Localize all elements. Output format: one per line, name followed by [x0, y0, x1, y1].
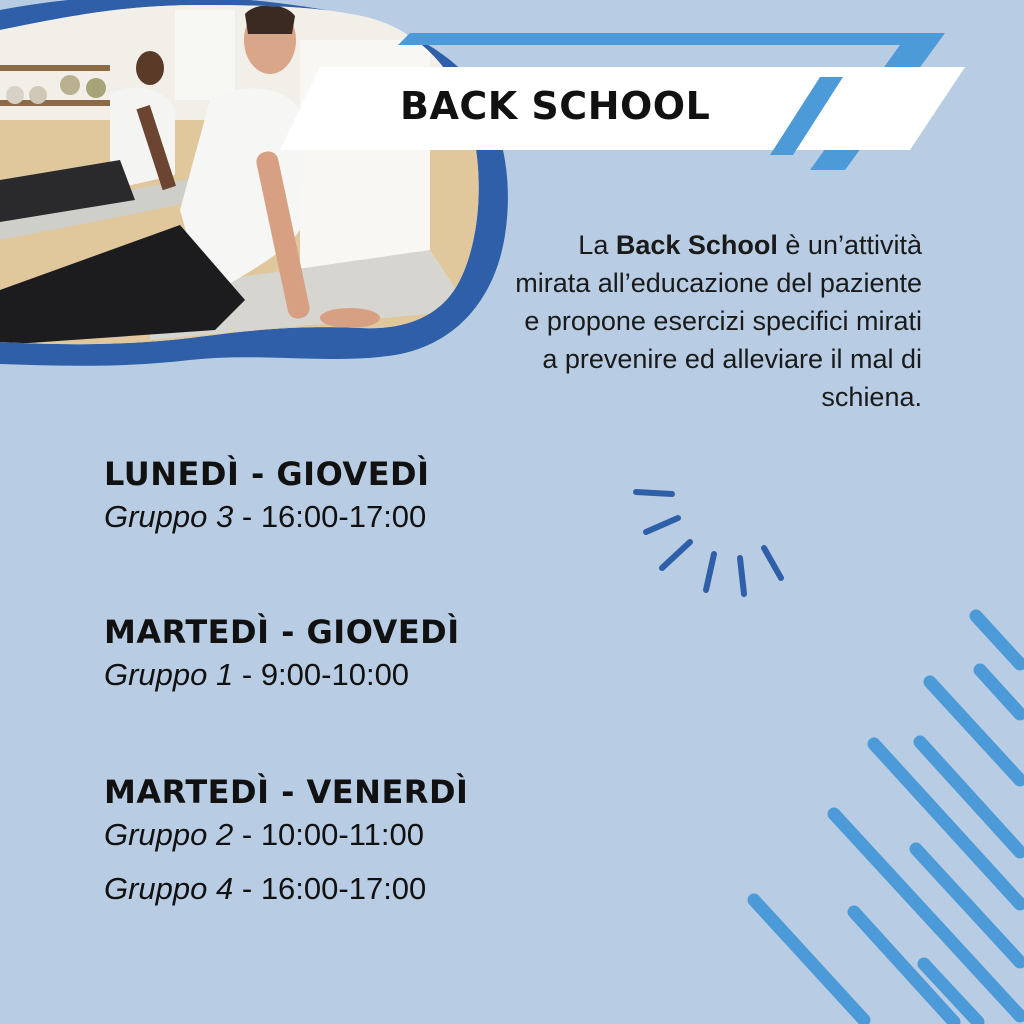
- schedule-session: [104, 866, 468, 912]
- session-group: Gruppo 1: [104, 657, 234, 692]
- session-time: - 10:00-11:00: [233, 817, 424, 852]
- page-title: BACK SCHOOL: [400, 84, 711, 128]
- burst-decoration: [626, 482, 796, 602]
- description-bold: Back School: [615, 230, 778, 260]
- session-time: - 16:00-17:00: [233, 871, 427, 906]
- description-lead: La: [578, 230, 616, 260]
- schedule-session: [104, 652, 460, 698]
- schedule-block-2: [104, 612, 460, 698]
- schedule-session: [104, 812, 468, 858]
- description-text: [502, 226, 922, 416]
- schedule-days: MARTEDÌ - GIOVEDÌ: [104, 613, 460, 651]
- schedule-days: MARTEDÌ - VENERDÌ: [104, 773, 469, 811]
- schedule-block-1: [104, 454, 430, 540]
- session-group: Gruppo 4: [104, 871, 234, 906]
- session-time: - 9:00-10:00: [233, 657, 410, 692]
- schedule-session: [104, 494, 430, 540]
- schedule-days: LUNEDÌ - GIOVEDÌ: [104, 455, 430, 493]
- description-rest: è un’attività mirata all’educazione del paziente e propone esercizi specifici mirati a prevenire ed alleviare il mal di schiena.: [515, 230, 922, 412]
- diagonal-stripes-decoration: [724, 604, 1024, 1024]
- schedule-block-3: [104, 772, 468, 912]
- session-time: - 16:00-17:00: [233, 499, 427, 534]
- session-group: Gruppo 2: [104, 817, 234, 852]
- session-group: Gruppo 3: [104, 499, 234, 534]
